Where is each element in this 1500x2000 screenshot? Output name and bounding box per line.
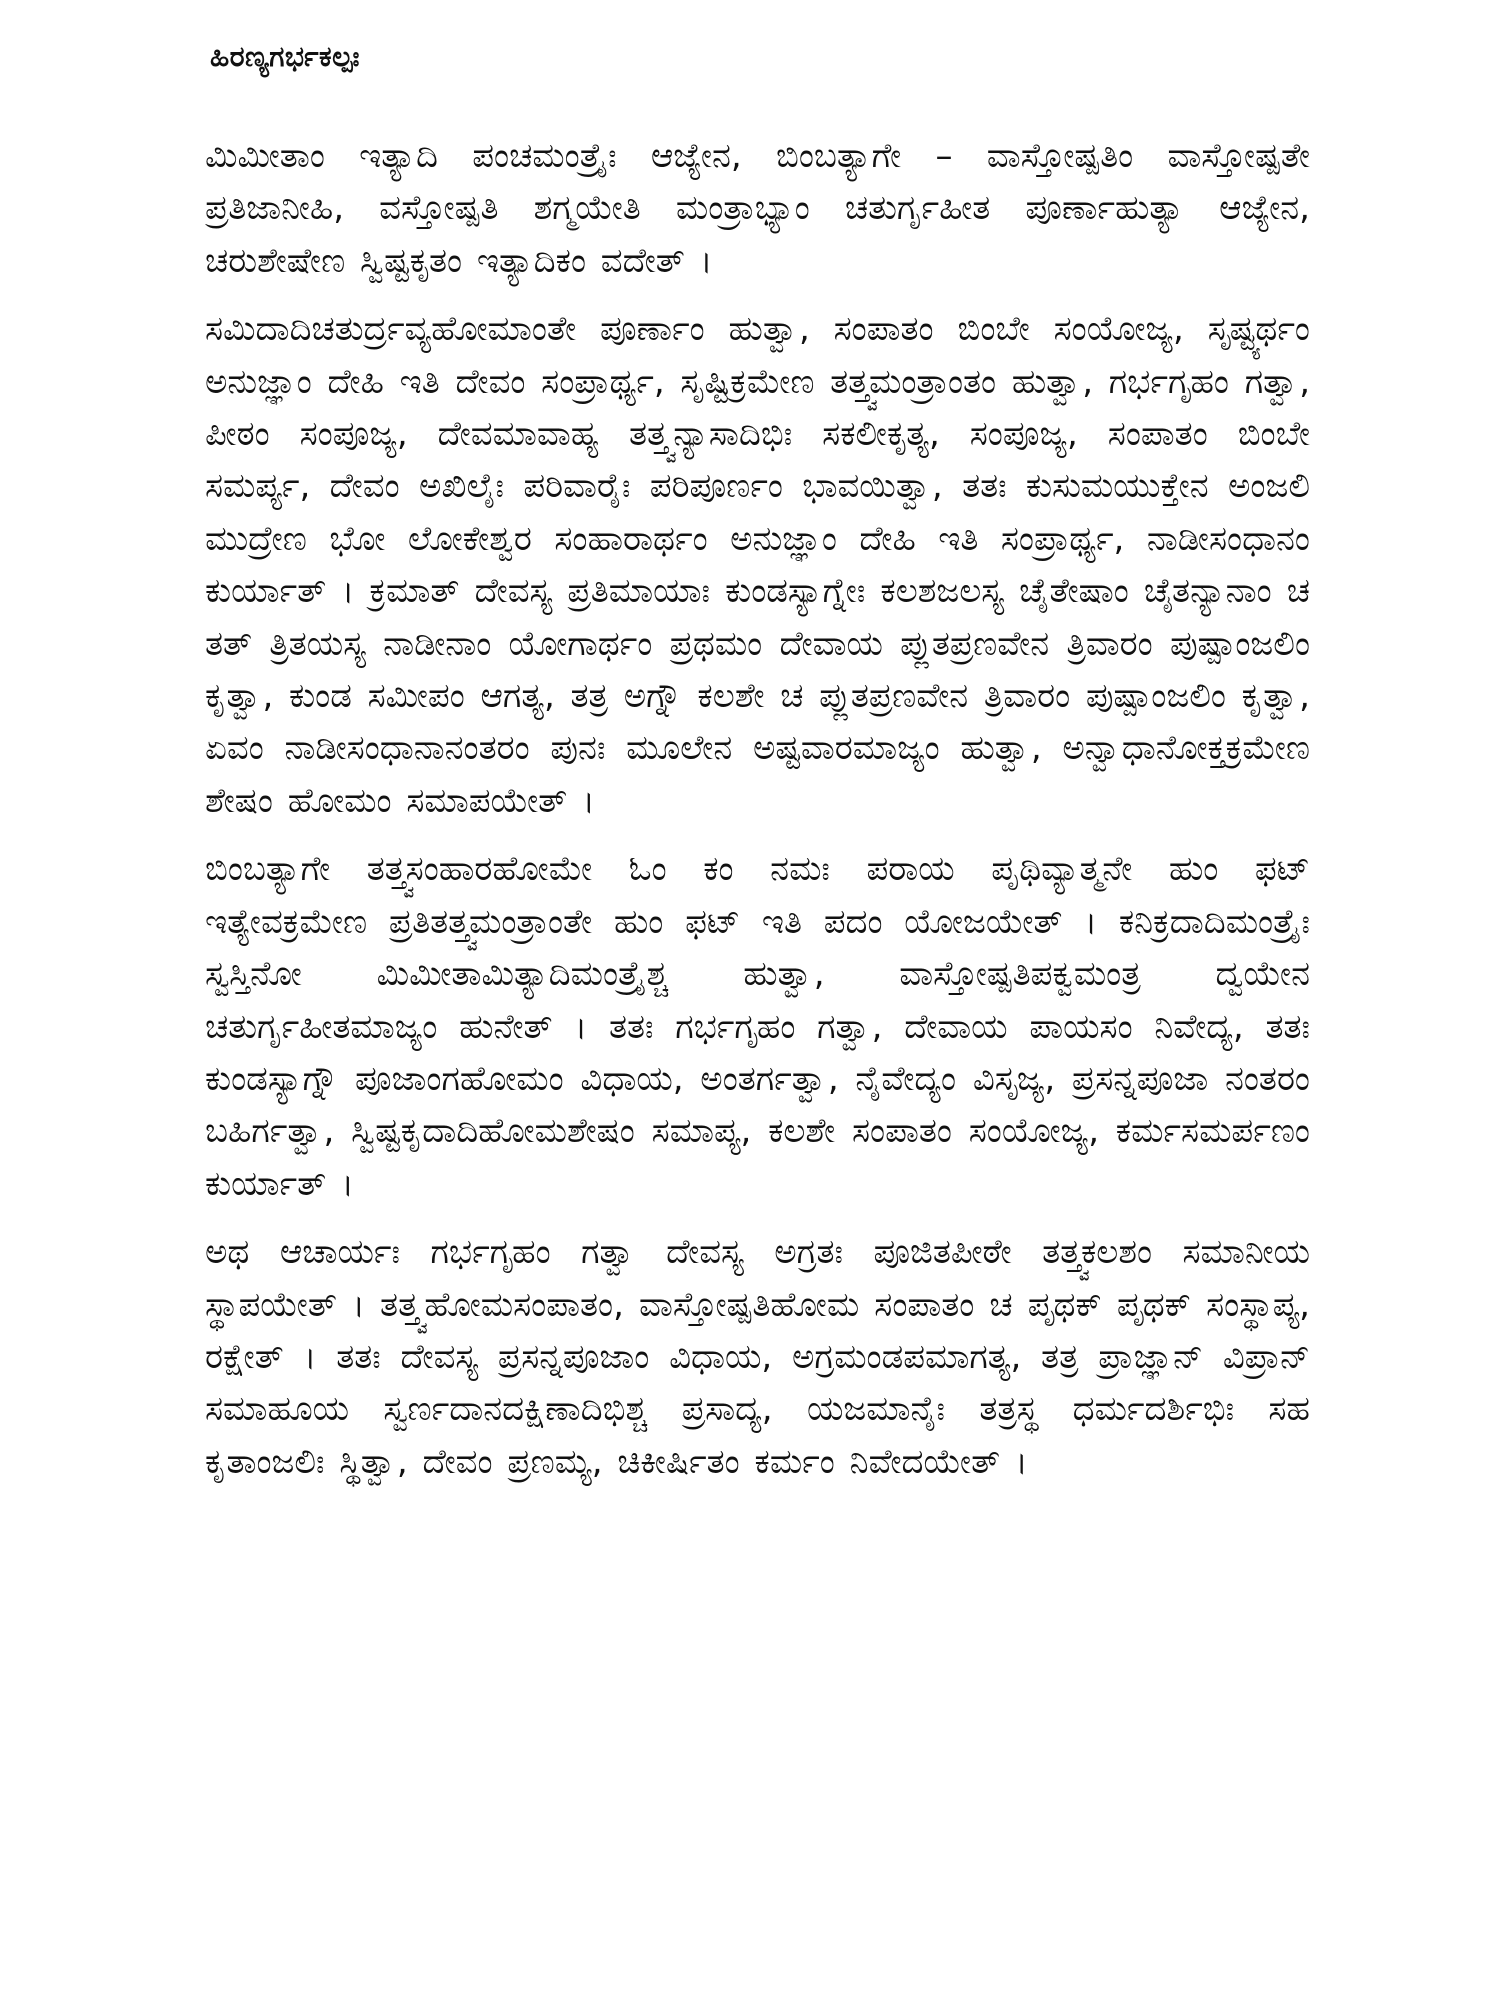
paragraph-2: ಸಮಿದಾದಿಚತುರ್ದ್ರವ್ಯಹೋಮಾಂತೇ ಪೂರ್ಣಾಂ ಹುತ್ವಾ, ಸಂಪಾತಂ ಬಿಂಬೇ ಸಂಯೋಜ್ಯ, ಸೃಷ್ಟ್ಯರ್ಥಂ ಅನುಜ್ಞಾಂ ದೇಹಿ ಇತಿ ದೇವಂ ಸಂಪ್ರಾರ್ಥ್ಯ, ಸೃಷ್ಟಿಕ್ರಮೇಣ ತತ್ತ್ವಮಂತ್ರಾಂತಂ ಹುತ್ವಾ, ಗರ್ಭಗೃಹಂ ಗತ್ವಾ, ಪೀಠಂ ಸಂಪೂಜ್ಯ, ದೇವಮಾವಾಹ್ಯ ತತ್ತ್ವನ್ಯಾಸಾದಿಭಿಃ ಸಕಲೀಕೃತ್ಯ, ಸಂಪೂಜ್ಯ, ಸಂಪಾತಂ ಬಿಂಬೇ ಸಮರ್ಪ್ಯ, ದೇವಂ ಅಖಿಲೈಃ ಪರಿವಾರೈಃ ಪರಿಪೂರ್ಣಂ ಭಾವಯಿತ್ವಾ, ತತಃ ಕುಸುಮಯುಕ್ತೇನ ಅಂಜಲಿ ಮುದ್ರೇಣ ಭೋ ಲೋಕೇಶ್ವರ ಸಂಹಾರಾರ್ಥಂ ಅನುಜ್ಞಾಂ ದೇಹಿ ಇತಿ ಸಂಪ್ರಾರ್ಥ್ಯ, ನಾಡೀಸಂಧಾನಂ ಕುರ್ಯಾತ್ । ಕ್ರಮಾತ್ ದೇವಸ್ಯ ಪ್ರತಿಮಾಯಾಃ ಕುಂಡಸ್ಯಾಗ್ನೇಃ ಕಲಶಜಲಸ್ಯ ಚೈತೇಷಾಂ ಚೈತನ್ಯಾನಾಂ ಚ ತತ್ ತ್ರಿತಯಸ್ಯ ನಾಡೀನಾಂ ಯೋಗಾರ್ಥಂ ಪ್ರಥಮಂ ದೇವಾಯ ಪ್ಲುತಪ್ರಣವೇನ ತ್ರಿವಾರಂ ಪುಷ್ಪಾಂಜಲಿಂ ಕೃತ್ವಾ, ಕುಂಡ ಸಮೀಪಂ ಆಗತ್ಯ, ತತ್ರ ಅಗ್ನೌ ಕಲಶೇ ಚ ಪ್ಲುತಪ್ರಣವೇನ ತ್ರಿವಾರಂ ಪುಷ್ಪಾಂಜಲಿಂ ಕೃತ್ವಾ, ಏವಂ ನಾಡೀಸಂಧಾನಾನಂತರಂ ಪುನಃ ಮೂಲೇನ ಅಷ್ಟವಾರಮಾಜ್ಯಂ ಹುತ್ವಾ, ಅನ್ವಾಧಾನೋಕ್ತಕ್ರಮೇಣ ಶೇಷಂ ಹೋಮಂ ಸಮಾಪಯೇತ್ । [205, 309, 1310, 821]
paragraph-3: ಬಿಂಬತ್ಯಾಗೇ ತತ್ತ್ವಸಂಹಾರಹೋಮೇ ಓಂ ಕಂ ನಮಃ ಪರಾಯ ಪೃಥಿವ್ಯಾತ್ಮನೇ ಹುಂ ಫಟ್ ಇತ್ಯೇವಕ್ರಮೇಣ ಪ್ರತಿತತ್ತ್ವಮಂತ್ರಾಂತೇ ಹುಂ ಫಟ್ ಇತಿ ಪದಂ ಯೋಜಯೇತ್ । ಕನಿಕ್ರದಾದಿಮಂತ್ರೈಃ ಸ್ವಸ್ತಿನೋ ಮಿಮೀತಾಮಿತ್ಯಾದಿಮಂತ್ರೈಶ್ಚ ಹುತ್ವಾ, ವಾಸ್ತೋಷ್ಪತಿಪಕ್ವಮಂತ್ರ ದ್ವಯೇನ ಚತುರ್ಗೃಹೀತಮಾಜ್ಯಂ ಹುನೇತ್ । ತತಃ ಗರ್ಭಗೃಹಂ ಗತ್ವಾ, ದೇವಾಯ ಪಾಯಸಂ ನಿವೇದ್ಯ, ತತಃ ಕುಂಡಸ್ಯಾಗ್ನೌ ಪೂಜಾಂಗಹೋಮಂ ವಿಧಾಯ, ಅಂತರ್ಗತ್ವಾ, ನೈವೇದ್ಯಂ ವಿಸೃಜ್ಯ, ಪ್ರಸನ್ನಪೂಜಾ ನಂತರಂ ಬಹಿರ್ಗತ್ವಾ, ಸ್ವಿಷ್ಟಕೃದಾದಿಹೋಮಶೇಷಂ ಸಮಾಪ್ಯ, ಕಲಶೇ ಸಂಪಾತಂ ಸಂಯೋಜ್ಯ, ಕರ್ಮಸಮರ್ಪಣಂ ಕುರ್ಯಾತ್ । [205, 849, 1310, 1204]
body-text [205, 130, 1310, 1504]
paragraph-1: ಮಿಮೀತಾಂ ಇತ್ಯಾದಿ ಪಂಚಮಂತ್ರೈಃ ಆಜ್ಯೇನ, ಬಿಂಬತ್ಯಾಗೇ – ವಾಸ್ತೋಷ್ಪತಿಂ ವಾಸ್ತೋಷ್ಪತೇ ಪ್ರತಿಜಾನೀಹಿ, ವಸ್ತೋಷ್ಪತಿ ಶಗ್ಮಯೇತಿ ಮಂತ್ರಾಭ್ಯಾಂ ಚತುರ್ಗೃಹೀತ ಪೂರ್ಣಾಹುತ್ಯಾ ಆಜ್ಯೇನ, ಚರುಶೇಷೇಣ ಸ್ವಿಷ್ಟಕೃತಂ ಇತ್ಯಾದಿಕಂ ವದೇತ್ । [205, 136, 1310, 281]
running-header-title: ಹಿರಣ್ಯಗರ್ಭಕಲ್ಪಃ [210, 40, 360, 73]
paragraph-4: ಅಥ ಆಚಾರ್ಯಃ ಗರ್ಭಗೃಹಂ ಗತ್ವಾ ದೇವಸ್ಯ ಅಗ್ರತಃ ಪೂಜಿತಪೀಠೇ ತತ್ತ್ವಕಲಶಂ ಸಮಾನೀಯ ಸ್ಥಾಪಯೇತ್ । ತತ್ತ್ವಹೋಮಸಂಪಾತಂ, ವಾಸ್ತೋಷ್ಪತಿಹೋಮ ಸಂಪಾತಂ ಚ ಪೃಥಕ್ ಪೃಥಕ್ ಸಂಸ್ಥಾಪ್ಯ, ರಕ್ಷೇತ್ । ತತಃ ದೇವಸ್ಯ ಪ್ರಸನ್ನಪೂಜಾಂ ವಿಧಾಯ, ಅಗ್ರಮಂಡಪಮಾಗತ್ಯ, ತತ್ರ ಪ್ರಾಜ್ಞಾನ್ ವಿಪ್ರಾನ್ ಸಮಾಹೂಯ ಸ್ವರ್ಣದಾನದಕ್ಷಿಣಾದಿಭಿಶ್ಚ ಪ್ರಸಾದ್ಯ, ಯಜಮಾನೈಃ ತತ್ರಸ್ಥ ಧರ್ಮದರ್ಶಿಭಿಃ ಸಹ ಕೃತಾಂಜಲಿಃ ಸ್ಥಿತ್ವಾ, ದೇವಂ ಪ್ರಣಮ್ಯ, ಚಿಕೀರ್ಷಿತಂ ಕರ್ಮಂ ನಿವೇದಯೇತ್ । [205, 1232, 1310, 1482]
